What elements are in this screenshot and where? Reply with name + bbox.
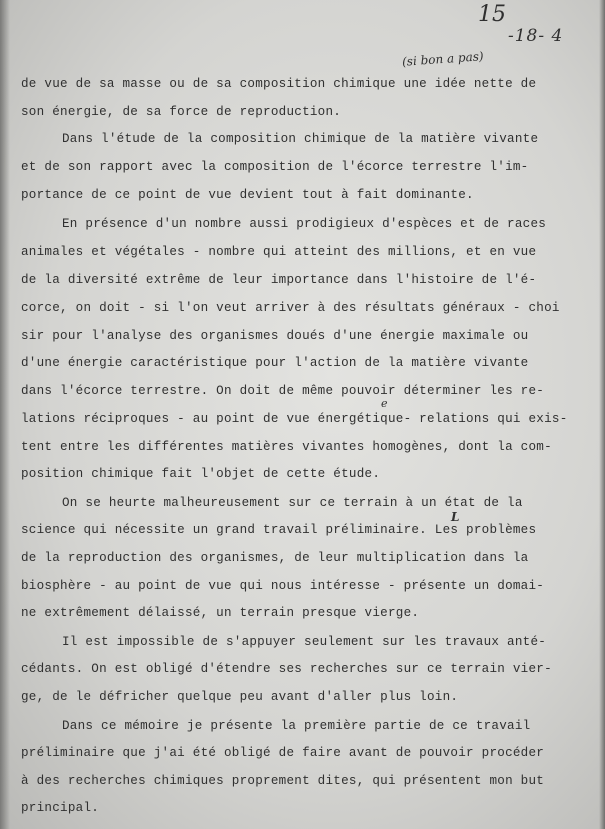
text-line: et de son rapport avec la composition de l'écorce terrestre l'im- (21, 160, 529, 174)
text-line: de la diversité extrême de leur importance dans l'histoire de l'é- (21, 273, 537, 287)
text-line: biosphère - au point de vue qui nous intéresse - présente un domai- (21, 579, 545, 593)
text-line: Il est impossible de s'appuyer seulement sur les travaux anté- (62, 635, 547, 649)
text-line: animales et végétales - nombre qui atteint des millions, et en vue (21, 245, 537, 259)
text-line: En présence d'un nombre aussi prodigieux d'espèces et de races (62, 217, 547, 231)
handwritten-folio-number: 15 (478, 2, 506, 27)
text-line: lations réciproques - au point de vue énergétique- relations qui exis- (21, 412, 568, 426)
text-line: principal. (21, 801, 100, 815)
text-line: ne extrêmement délaissé, un terrain presque vierge. (21, 606, 420, 620)
text-line: de la reproduction des organismes, de leur multiplication dans la (21, 551, 529, 565)
text-line: Dans l'étude de la composition chimique de la matière vivante (62, 132, 539, 146)
page-edge-shadow-left (0, 0, 10, 829)
handwritten-correction-e: e (381, 397, 388, 410)
page-edge-shadow-right (599, 0, 605, 829)
text-line: Dans ce mémoire je présente la première partie de ce travail (62, 719, 531, 733)
text-line: à des recherches chimiques proprement dites, qui présentent mon but (21, 774, 545, 788)
text-line: On se heurte malheureusement sur ce terrain à un état de la (62, 496, 523, 510)
handwritten-margin-note: (si bon a pas) (401, 49, 484, 69)
text-line: de vue de sa masse ou de sa composition chimique une idée nette de (21, 77, 537, 91)
text-line: sir pour l'analyse des organismes doués d'une énergie maximale ou (21, 329, 529, 343)
text-line: d'une énergie caractéristique pour l'action de la matière vivante (21, 356, 529, 370)
handwritten-page-number: -18- 4 (508, 26, 564, 46)
text-line: position chimique fait l'objet de cette étude. (21, 467, 381, 481)
handwritten-correction-mark: L (451, 510, 460, 524)
text-line: son énergie, de sa force de reproduction. (21, 105, 342, 119)
text-line: cédants. On est obligé d'étendre ses recherches sur ce terrain vier- (21, 662, 552, 676)
text-line: ge, de le défricher quelque peu avant d'aller plus loin. (21, 690, 459, 704)
text-line: tent entre les différentes matières vivantes homogènes, dont la com- (21, 440, 552, 454)
text-line: corce, on doit - si l'on veut arriver à des résultats généraux - choi (21, 301, 560, 315)
text-line: portance de ce point de vue devient tout à fait dominante. (21, 188, 474, 202)
text-line: science qui nécessite un grand travail préliminaire. Les problèmes (21, 523, 537, 537)
text-line: dans l'écorce terrestre. On doit de même pouvoir déterminer les re- (21, 384, 545, 398)
text-line: préliminaire que j'ai été obligé de faire avant de pouvoir procéder (21, 746, 545, 760)
